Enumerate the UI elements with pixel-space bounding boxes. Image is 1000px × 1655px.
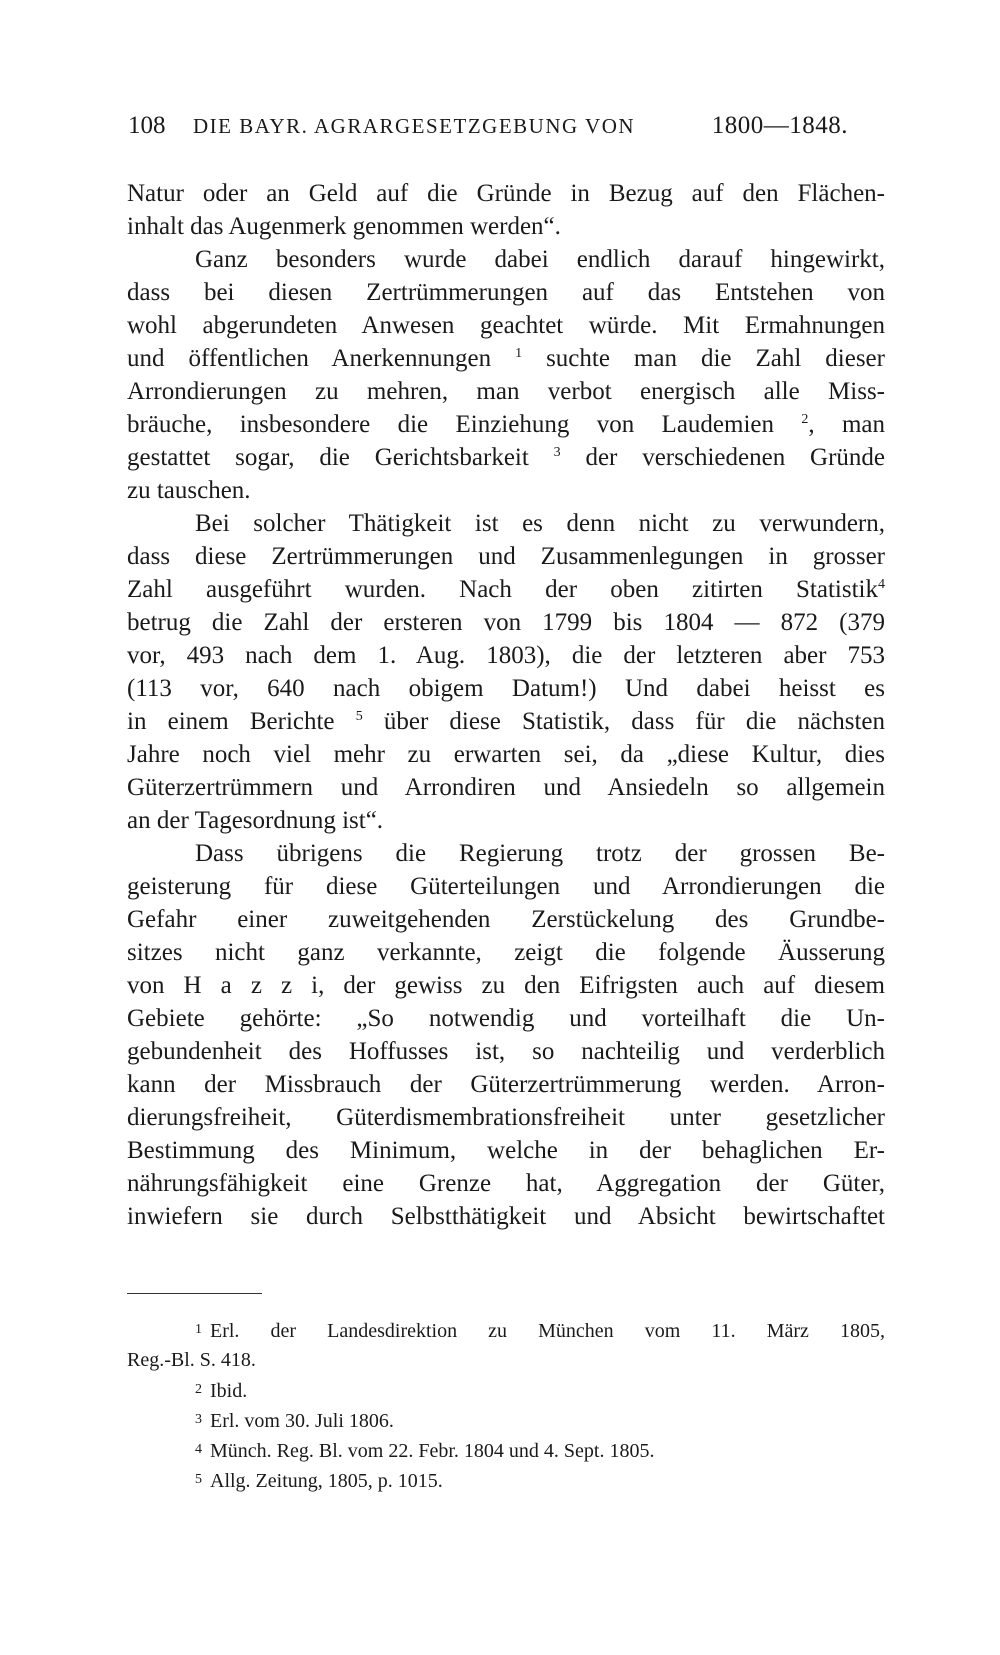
body-text: [127, 177, 885, 1233]
text-line: [127, 441, 885, 474]
footnotes: [127, 1315, 885, 1495]
text-run: Bei solcher Thätigkeit ist es denn nicht zu verwundern,: [195, 510, 885, 537]
text-run: vor, 493 nach dem 1. Aug. 1803), die der letzteren aber 753: [127, 642, 885, 669]
text-run: geisterung für diese Güterteilungen und Arrondierungen die: [127, 873, 885, 900]
text-line: [127, 705, 885, 738]
text-run: dass diese Zertrümmerungen und Zusammenlegungen in grosser: [127, 543, 885, 570]
footnote-text: Münch. Reg. Bl. vom 22. Febr. 1804 und 4. Sept. 1805.: [210, 1440, 655, 1462]
text-line: [127, 1167, 885, 1200]
footnote-mark: 2: [195, 1382, 202, 1397]
text-run: inwiefern sie durch Selbstthätigkeit und Absicht bewirtschaftet: [127, 1203, 885, 1230]
text-run: kann der Missbrauch der Güterzertrümmerung werden. Arron-: [127, 1071, 885, 1098]
text-run: suchte man die Zahl dieser: [522, 345, 885, 372]
text-line: [127, 540, 885, 573]
text-line: [127, 969, 885, 1002]
text-run: an der Tagesordnung ist“.: [127, 807, 384, 834]
text-run: betrug die Zahl der ersteren von 1799 bis 1804 — 872 (379: [127, 609, 885, 636]
footnote-mark: 5: [195, 1472, 202, 1487]
text-line: [127, 936, 885, 969]
text-run: sitzes nicht ganz verkannte, zeigt die folgende Äusserung: [127, 939, 885, 966]
text-line: [127, 1134, 885, 1167]
text-line: [127, 903, 885, 936]
footnote-mark: 1: [195, 1322, 202, 1337]
text-line: [127, 1035, 885, 1068]
text-line: [127, 408, 885, 441]
text-run: dierungsfreiheit, Güterdismembrationsfreiheit unter gesetzlicher: [127, 1104, 885, 1131]
text-run: Dass übrigens die Regierung trotz der grossen Be-: [195, 840, 885, 867]
text-line: [127, 1068, 885, 1101]
footnote-text: Erl. vom 30. Juli 1806.: [210, 1410, 394, 1432]
running-header: [128, 112, 848, 142]
text-run: gebundenheit des Hoffusses ist, so nachteilig und verderblich: [127, 1038, 885, 1065]
text-line: [127, 1101, 885, 1134]
text-line: [127, 474, 885, 507]
page-number: 108: [128, 112, 166, 139]
text-line: [127, 375, 885, 408]
text-line: [127, 738, 885, 771]
text-run: nährungsfähigkeit eine Grenze hat, Aggregation der Güter,: [127, 1170, 885, 1197]
text-line: [127, 276, 885, 309]
text-line: [127, 573, 885, 606]
footnote-rule: [127, 1293, 262, 1294]
footnote-text: Ibid.: [210, 1380, 248, 1402]
text-line: [127, 177, 885, 210]
text-run: und öffentlichen Anerkennungen: [127, 345, 516, 372]
footnote-1: [127, 1315, 885, 1345]
text-run: zu tauschen.: [127, 477, 251, 504]
footnote-2: [127, 1375, 885, 1405]
text-line: [127, 771, 885, 804]
text-run: bräuche, insbesondere die Einziehung von Laudemien: [127, 411, 802, 438]
text-line: [127, 837, 885, 870]
text-run: gestattet sogar, die Gerichtsbarkeit: [127, 444, 554, 471]
text-run: Natur oder an Geld auf die Gründe in Bezug auf den Flächen-: [127, 180, 885, 207]
footnote-mark: 3: [195, 1412, 202, 1427]
text-line: [127, 606, 885, 639]
text-run: , man: [808, 411, 886, 438]
text-run: Jahre noch viel mehr zu erwarten sei, da „diese Kultur, dies: [127, 741, 885, 768]
text-line: [127, 1200, 885, 1233]
text-line: [127, 309, 885, 342]
text-line: [127, 243, 885, 276]
text-run: inhalt das Augenmerk genommen werden“.: [127, 213, 561, 240]
footnote-5: [127, 1465, 885, 1495]
footnote-4: [127, 1435, 885, 1465]
footnote-ref: 2: [801, 412, 809, 427]
footnote-text: Reg.-Bl. S. 418.: [127, 1349, 256, 1371]
text-line: [127, 1002, 885, 1035]
text-line: [127, 210, 885, 243]
text-line: [127, 507, 885, 540]
footnote-mark: 4: [195, 1442, 202, 1457]
text-run: Ganz besonders wurde dabei endlich darauf hingewirkt,: [195, 246, 885, 273]
footnote-3: [127, 1405, 885, 1435]
footnote-text: Erl. der Landesdirektion zu München vom 11. März 1805,: [210, 1320, 885, 1342]
text-run: Arrondierungen zu mehren, man verbot energisch alle Miss-: [127, 378, 885, 405]
text-run: Zahl ausgeführt wurden. Nach der oben zitirten Statistik: [127, 576, 878, 603]
text-run: Bestimmung des Minimum, welche in der behaglichen Er-: [127, 1137, 885, 1164]
footnote-ref: 1: [515, 346, 523, 361]
text-run: (113 vor, 640 nach obigem Datum!) Und dabei heisst es: [127, 675, 885, 702]
text-line: [127, 672, 885, 705]
text-run: über diese Statistik, dass für die nächsten: [362, 708, 885, 735]
text-line: [127, 804, 885, 837]
text-run: Gebiete gehörte: „So notwendig und vorteilhaft die Un-: [127, 1005, 885, 1032]
footnote-text: Allg. Zeitung, 1805, p. 1015.: [210, 1470, 443, 1492]
footnote-ref: 5: [355, 709, 363, 724]
text-run: in einem Berichte: [127, 708, 356, 735]
text-line: [127, 639, 885, 672]
footnote-ref: 4: [878, 577, 885, 592]
footnote-ref: 3: [553, 445, 561, 460]
text-run: wohl abgerundeten Anwesen geachtet würde. Mit Ermahnungen: [127, 312, 885, 339]
text-run: dass bei diesen Zertrümmerungen auf das Entstehen von: [127, 279, 885, 306]
text-line: [127, 342, 885, 375]
text-line: [127, 870, 885, 903]
text-run: Güterzertrümmern und Arrondiren und Ansiedeln so allgemein: [127, 774, 885, 801]
running-title: DIE BAYR. AGRARGESETZGEBUNG VON: [193, 114, 636, 138]
text-run: Gefahr einer zuweitgehenden Zerstückelung des Grundbe-: [127, 906, 885, 933]
text-run: der verschiedenen Gründe: [560, 444, 885, 471]
text-run: von H a z z i, der gewiss zu den Eifrigsten auch auf diesem: [127, 972, 885, 999]
running-title-years: 1800—1848.: [711, 112, 848, 139]
footnote-1-continued: [127, 1345, 885, 1375]
